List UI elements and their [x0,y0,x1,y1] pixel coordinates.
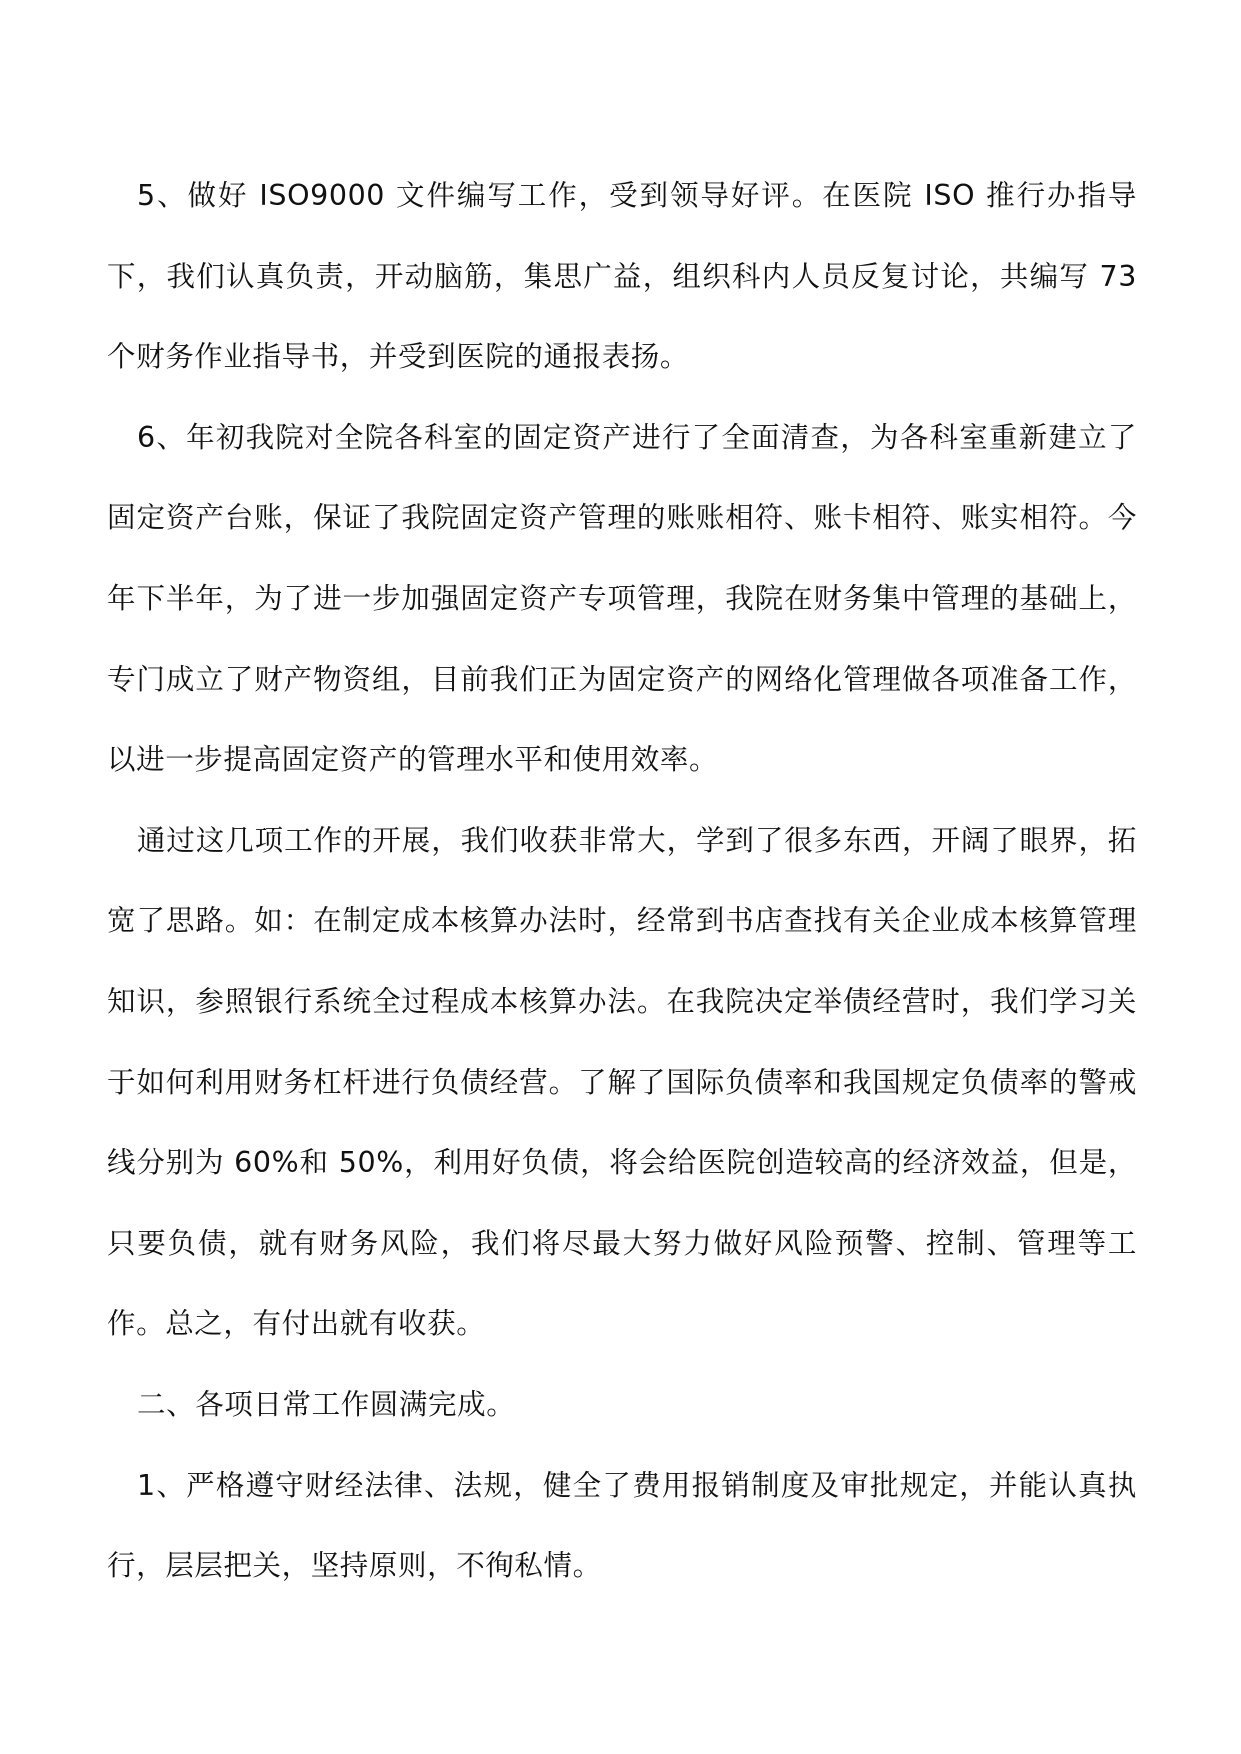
section-heading-2: 二、各项日常工作圆满完成。 [137,1387,516,1421]
paragraph-item-6: 6、年初我院对全院各科室的固定资产进行了全面清查，为各科室重新建立了固定资产台账，保证了我院固定资产管理的账账相符、账卡相符、账实相符。今年下半年，为了进一步加强固定资产专项管理，我院在财务集中管理的基础上，专门成立了财产物资组，目前我们正为固定资产的网络化管理做各项准备工作，以进一步提高固定资产的管理水平和使用效率。 [107,420,1137,777]
paragraph-item-5: 5、做好 ISO9000 文件编写工作，受到领导好评。在医院 ISO 推行办指导下，我们认真负责，开动脑筋，集思广益，组织科内人员反复讨论，共编写 73 个财务作业指导书，并受到医院的通报表扬。 [107,179,1137,374]
document-body [107,156,1137,1607]
paragraph-item-1: 1、严格遵守财经法律、法规，健全了费用报销制度及审批规定，并能认真执行，层层把关，坚持原则，不徇私情。 [107,1468,1137,1583]
paragraph-summary: 通过这几项工作的开展，我们收获非常大，学到了很多东西，开阔了眼界，拓宽了思路。如：在制定成本核算办法时，经常到书店查找有关企业成本核算管理知识，参照银行系统全过程成本核算办法。在我院决定举债经营时，我们学习关于如何利用财务杠杆进行负债经营。了解了国际负债率和我国规定负债率的警戒线分别为 60%和 50%，利用好负债，将会给医院创造较高的经济效益，但是，只要负债，就有财务风险，我们将尽最大努力做好风险预警、控制、管理等工作。总之，有付出就有收获。 [107,823,1137,1341]
